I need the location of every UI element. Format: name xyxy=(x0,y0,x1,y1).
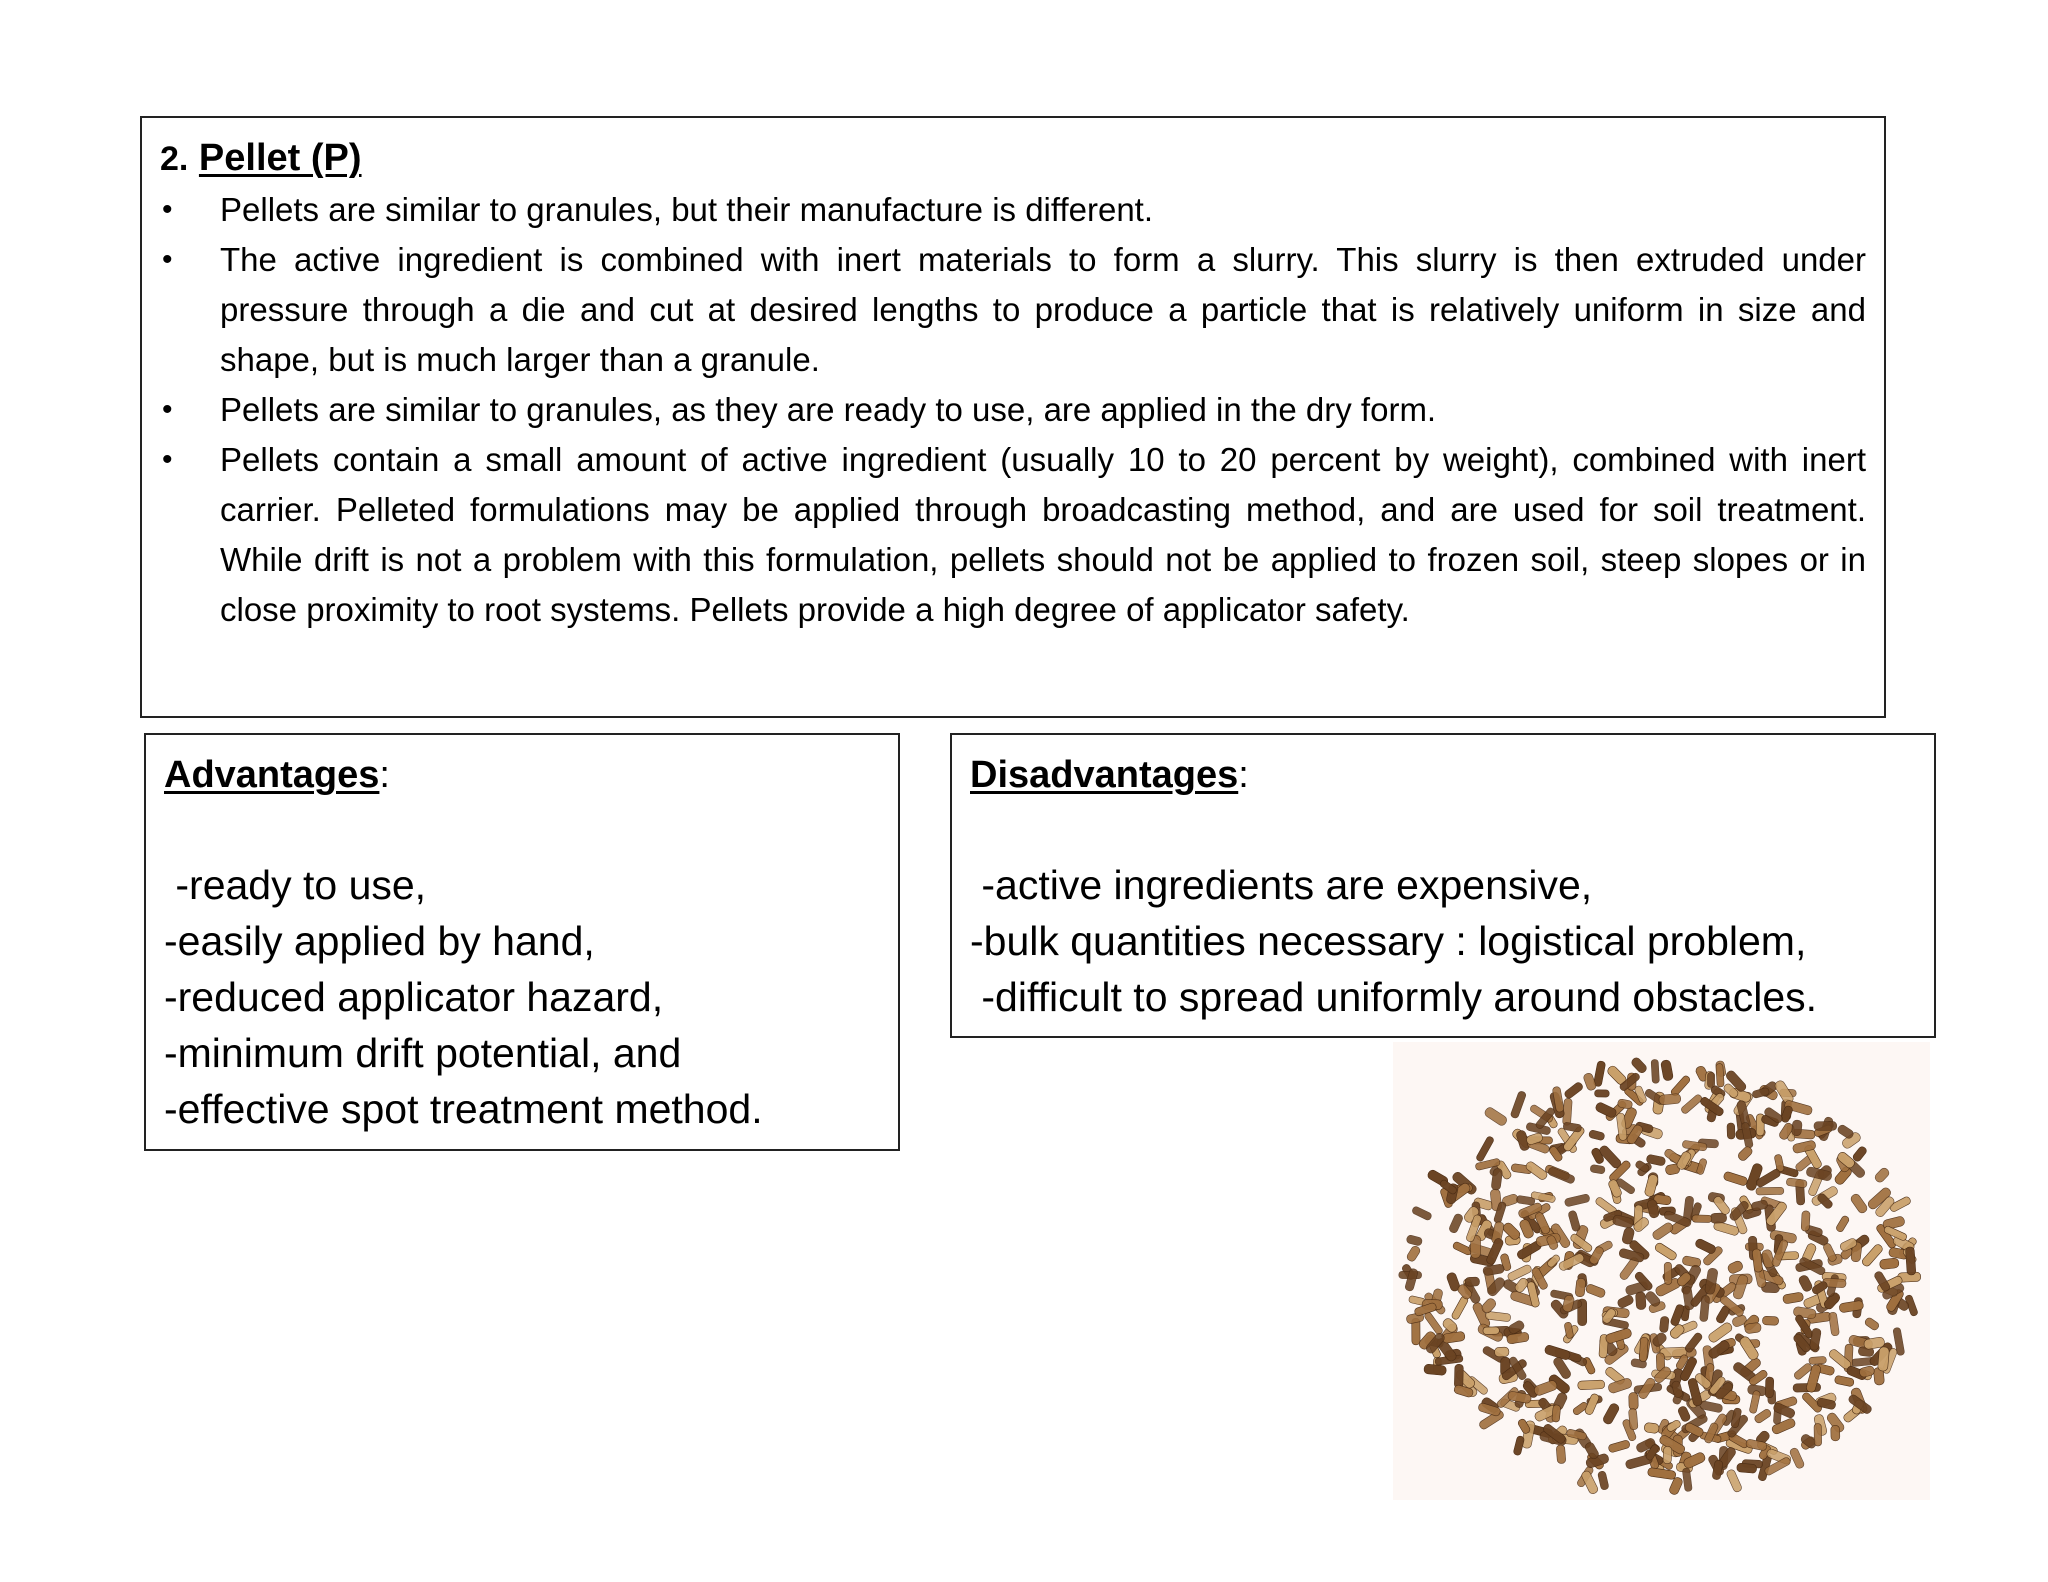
disadvantage-item: -active ingredients are expensive, xyxy=(970,862,1593,908)
pellet-grain xyxy=(1454,1364,1463,1388)
pellet-grain xyxy=(1424,1364,1447,1376)
pellet-grain xyxy=(1756,1187,1784,1195)
pellet-grain xyxy=(1628,1408,1638,1430)
advantage-item: -minimum drift potential, and xyxy=(164,1030,682,1076)
bullet-item xyxy=(160,435,1866,635)
pellet-grain xyxy=(1789,1447,1805,1469)
advantages-list xyxy=(164,857,882,1137)
pellet-grain xyxy=(1814,1424,1822,1446)
disadvantages-heading-text: Disadvantages xyxy=(970,754,1239,796)
bullet-list xyxy=(160,185,1866,635)
pellet-grain xyxy=(1644,1422,1660,1433)
pellet-grain xyxy=(1814,1122,1837,1131)
pellet-grain xyxy=(1828,1312,1839,1336)
pellet-grain xyxy=(1738,1335,1760,1361)
pellet-grain xyxy=(1556,1445,1566,1464)
advantages-heading-colon: : xyxy=(379,754,390,796)
pellet-grain xyxy=(1629,1392,1639,1409)
pellet-grain xyxy=(1578,1380,1605,1390)
pellet-grain xyxy=(1585,1283,1606,1298)
pellet-grain xyxy=(1707,1072,1714,1087)
pellet-grain xyxy=(1835,1215,1850,1233)
pellet-grain xyxy=(1590,1164,1606,1174)
pellet-grain xyxy=(1727,1260,1744,1275)
pellet-grain xyxy=(1654,1242,1678,1262)
pellet-grain xyxy=(1834,1375,1854,1387)
section-title: Pellet (P) xyxy=(198,137,362,179)
pellet-grain xyxy=(1723,1171,1748,1186)
pellet-grain xyxy=(1597,1471,1609,1491)
pellet-grain xyxy=(1762,1316,1778,1325)
pellet-grain xyxy=(1659,1316,1669,1333)
pellet-grain xyxy=(1873,1166,1890,1183)
pellet-grain xyxy=(1905,1247,1916,1275)
bullet-text: Pellets are similar to granules, as they are ready to use, are applied in the dry form. xyxy=(220,391,1437,428)
advantage-item: -effective spot treatment method. xyxy=(164,1086,763,1132)
pellet-grain xyxy=(1494,1347,1509,1357)
advantages-box xyxy=(144,733,900,1151)
pellet-grain xyxy=(1877,1347,1889,1372)
pellet-grain xyxy=(1663,1446,1672,1464)
bullet-item xyxy=(160,185,1866,235)
pellet-grain xyxy=(1651,1059,1659,1083)
pellet-grain xyxy=(1680,1093,1703,1114)
pellet-grain xyxy=(1727,1123,1735,1139)
advantage-item: -reduced applicator hazard, xyxy=(164,974,664,1020)
pellet-grain xyxy=(1864,1317,1880,1332)
pellet-grain xyxy=(1564,1194,1590,1207)
pellet-grain xyxy=(1411,1206,1432,1221)
pellet-grain xyxy=(1726,1469,1743,1493)
bullet-text: Pellets contain a small amount of active ingredient (usually 10 to 20 percent by weight), combined with inert carrier. Pelleted formulations may be applied through broadcasting method, and are used for soil treatment. While drift is not a problem with this formulation, pellets should not be applied to frozen soil, steep slopes or in close proximity to root systems. Pellets provide a high degree of applicator safety. xyxy=(220,441,1866,628)
pellet-grain xyxy=(1765,1377,1774,1398)
pellet-grain xyxy=(1660,1059,1673,1081)
pellet-grain xyxy=(1659,1093,1681,1105)
pellet-grain xyxy=(1483,1106,1508,1127)
pellet-grain xyxy=(1737,1463,1757,1473)
disadvantages-heading xyxy=(970,749,1918,801)
bullet-text: Pellets are similar to granules, but their manufacture is different. xyxy=(220,191,1154,228)
pellet-grain xyxy=(1635,1292,1646,1310)
pellet-grain xyxy=(1682,1255,1702,1267)
pellet-grain xyxy=(1406,1235,1423,1247)
pellet-grain xyxy=(1588,1130,1605,1141)
pellet-grain xyxy=(1831,1425,1840,1441)
pellet-grain xyxy=(1616,1294,1634,1309)
pellet-grain xyxy=(1608,1440,1631,1454)
pellet-grain xyxy=(1602,1402,1621,1425)
pellet-grain xyxy=(1568,1210,1581,1232)
pellet-section-box xyxy=(140,116,1886,718)
pellet-grain xyxy=(1809,1356,1827,1364)
pellet-grain xyxy=(1423,1311,1443,1335)
pellet-grain xyxy=(1547,1166,1575,1184)
pellet-grain xyxy=(1671,1380,1683,1398)
pellet-grain xyxy=(1651,1221,1674,1241)
pellet-grain xyxy=(1791,1120,1802,1136)
bullet-icon: • xyxy=(162,193,173,226)
pellet-grain xyxy=(1879,1258,1899,1270)
pellet-grain xyxy=(1801,1211,1810,1232)
pellet-grain xyxy=(1595,1090,1610,1097)
pellet-grain xyxy=(1670,1075,1691,1098)
pellet-grain xyxy=(1639,1337,1648,1362)
advantages-heading-text: Advantages xyxy=(164,754,380,796)
advantages-heading xyxy=(164,749,882,801)
pellet-grain xyxy=(1406,1245,1422,1263)
advantage-item: -easily applied by hand, xyxy=(164,918,595,964)
pellet-pile-icon xyxy=(1393,1042,1930,1500)
bullet-icon: • xyxy=(162,443,173,476)
bullet-icon: • xyxy=(162,393,173,426)
pellet-grain xyxy=(1552,1405,1561,1423)
pellet-grain xyxy=(1694,1238,1717,1255)
bullet-icon: • xyxy=(162,243,173,276)
pellet-grain xyxy=(1859,1365,1876,1378)
pellet-grain xyxy=(1533,1379,1558,1396)
pellet-grain xyxy=(1647,1467,1676,1479)
pellet-grain xyxy=(1483,1327,1499,1335)
pellet-grain xyxy=(1852,1145,1868,1162)
advantage-item: -ready to use, xyxy=(164,862,427,908)
pellet-grain xyxy=(1716,1063,1724,1087)
disadvantage-item: -difficult to spread uniformly around obstacles. xyxy=(970,974,1818,1020)
pellet-grain xyxy=(1849,1193,1868,1215)
disadvantage-item: -bulk quantities necessary : logistical problem, xyxy=(970,918,1807,964)
section-number: 2. xyxy=(160,140,189,178)
pellet-grain xyxy=(1630,1056,1648,1074)
bullet-text: The active ingredient is combined with inert materials to form a slurry. This slurry is then extruded under pressure through a die and cut at desired lengths to produce a particle that is relatively uniform in size and shape, but is much larger than a granule. xyxy=(220,241,1866,378)
disadvantages-heading-colon: : xyxy=(1238,754,1249,796)
pellet-grain xyxy=(1575,1278,1586,1297)
disadvantages-box xyxy=(950,733,1936,1038)
pellet-grain xyxy=(1786,1178,1807,1188)
pellet-grain xyxy=(1465,1277,1480,1286)
pellet-grain xyxy=(1761,1249,1775,1269)
pellet-grain xyxy=(1475,1136,1494,1163)
pellet-grain xyxy=(1692,1215,1712,1223)
pellet-pile-image xyxy=(1393,1042,1930,1500)
disadvantages-list xyxy=(970,857,1918,1025)
pellet-grain xyxy=(1822,1242,1837,1262)
pellet-grain xyxy=(1707,1339,1731,1360)
bullet-item xyxy=(160,235,1866,385)
pellet-grain xyxy=(1448,1213,1464,1234)
bullet-item xyxy=(160,385,1866,435)
pellet-grain xyxy=(1510,1090,1527,1118)
pellet-grain xyxy=(1664,1262,1672,1284)
pellet-grain xyxy=(1798,1274,1814,1293)
pellet-grain xyxy=(1752,1249,1763,1273)
pellet-grain xyxy=(1563,1081,1584,1100)
section-heading xyxy=(160,134,1866,183)
pellet-grain xyxy=(1782,1292,1803,1304)
